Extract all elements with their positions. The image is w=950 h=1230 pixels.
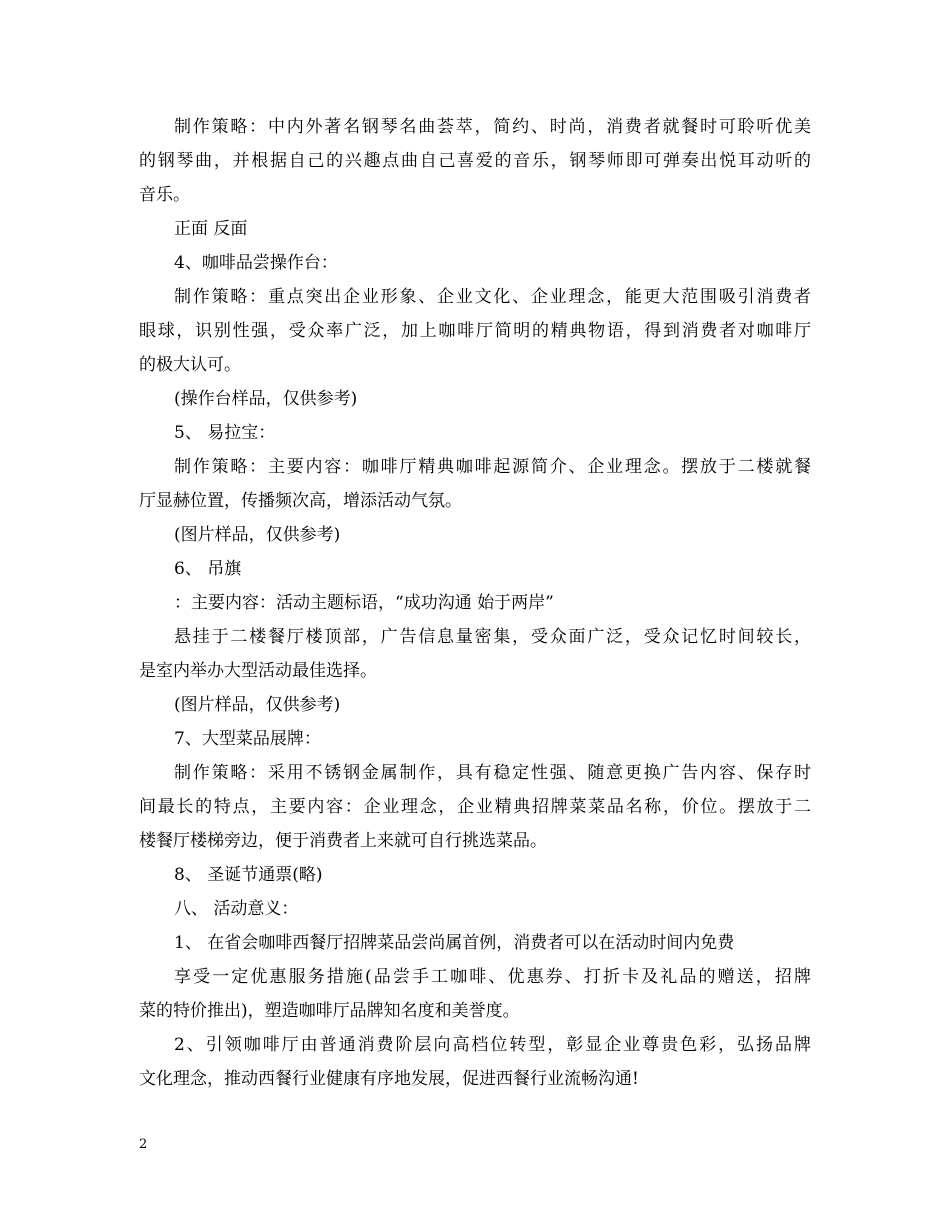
- text-line: 7、大型菜品展牌：: [174, 729, 321, 749]
- text-line: 厅显赫位置，传播频次高，增添活动气氛。: [139, 491, 462, 511]
- text-line: 8、 圣诞节通票(略): [174, 865, 323, 885]
- text-line: (图片样品，仅供参考): [174, 525, 341, 545]
- text-line: 4、咖啡品尝操作台：: [174, 253, 338, 273]
- text-line: 制作策略：采用不锈钢金属制作，具有稳定性强、随意更换广告内容、保存时: [174, 763, 811, 783]
- text-line: 眼球，识别性强，受众率广泛，加上咖啡厅简明的精典物语，得到消费者对咖啡厅: [139, 321, 811, 341]
- text-line: 音乐。: [139, 185, 190, 205]
- text-line: 的钢琴曲，并根据自己的兴趣点曲自己喜爱的音乐，钢琴师即可弹奏出悦耳动听的: [139, 151, 811, 171]
- text-line: 的极大认可。: [139, 355, 241, 375]
- text-line: 制作策略：重点突出企业形象、企业文化、企业理念，能更大范围吸引消费者: [174, 287, 811, 307]
- text-line: 八、 活动意义：: [174, 899, 299, 919]
- text-line: 是室内举办大型活动最佳选择。: [139, 661, 377, 681]
- text-line: 2、引领咖啡厅由普通消费阶层向高档位转型，彰显企业尊贵色彩，弘扬品牌: [174, 1035, 811, 1055]
- text-line: ：主要内容：活动主题标语，“成功沟通 始于两岸”: [174, 593, 554, 613]
- text-line: 文化理念，推动西餐行业健康有序地发展，促进西餐行业流畅沟通!: [139, 1069, 639, 1089]
- text-line: 制作策略：主要内容：咖啡厅精典咖啡起源简介、企业理念。摆放于二楼就餐: [174, 457, 811, 477]
- text-line: 正面 反面: [174, 219, 248, 239]
- document-body: [139, 110, 811, 1096]
- text-line: 制作策略：中内外著名钢琴名曲荟萃，简约、时尚，消费者就餐时可聆听优美: [174, 117, 811, 137]
- text-line: 间最长的特点，主要内容：企业理念，企业精典招牌菜菜品名称，价位。摆放于二: [139, 797, 811, 817]
- text-line: 悬挂于二楼餐厅楼顶部，广告信息量密集，受众面广泛，受众记忆时间较长，: [174, 627, 811, 647]
- text-line: 楼餐厅楼梯旁边，便于消费者上来就可自行挑选菜品。: [139, 831, 547, 851]
- text-line: 1、 在省会咖啡西餐厅招牌菜品尝尚属首例，消费者可以在活动时间内免费: [174, 933, 735, 953]
- page-number: 2: [139, 1137, 148, 1152]
- text-line: 享受一定优惠服务措施(品尝手工咖啡、优惠券、打折卡及礼品的赠送，招牌: [174, 967, 811, 987]
- text-line: 6、 吊旗: [174, 559, 242, 579]
- text-line: 菜的特价推出)，塑造咖啡厅品牌知名度和美誉度。: [139, 1001, 520, 1021]
- text-line: (图片样品，仅供参考): [174, 695, 341, 715]
- text-line: 5、 易拉宝：: [174, 423, 276, 443]
- text-line: (操作台样品，仅供参考): [174, 389, 358, 409]
